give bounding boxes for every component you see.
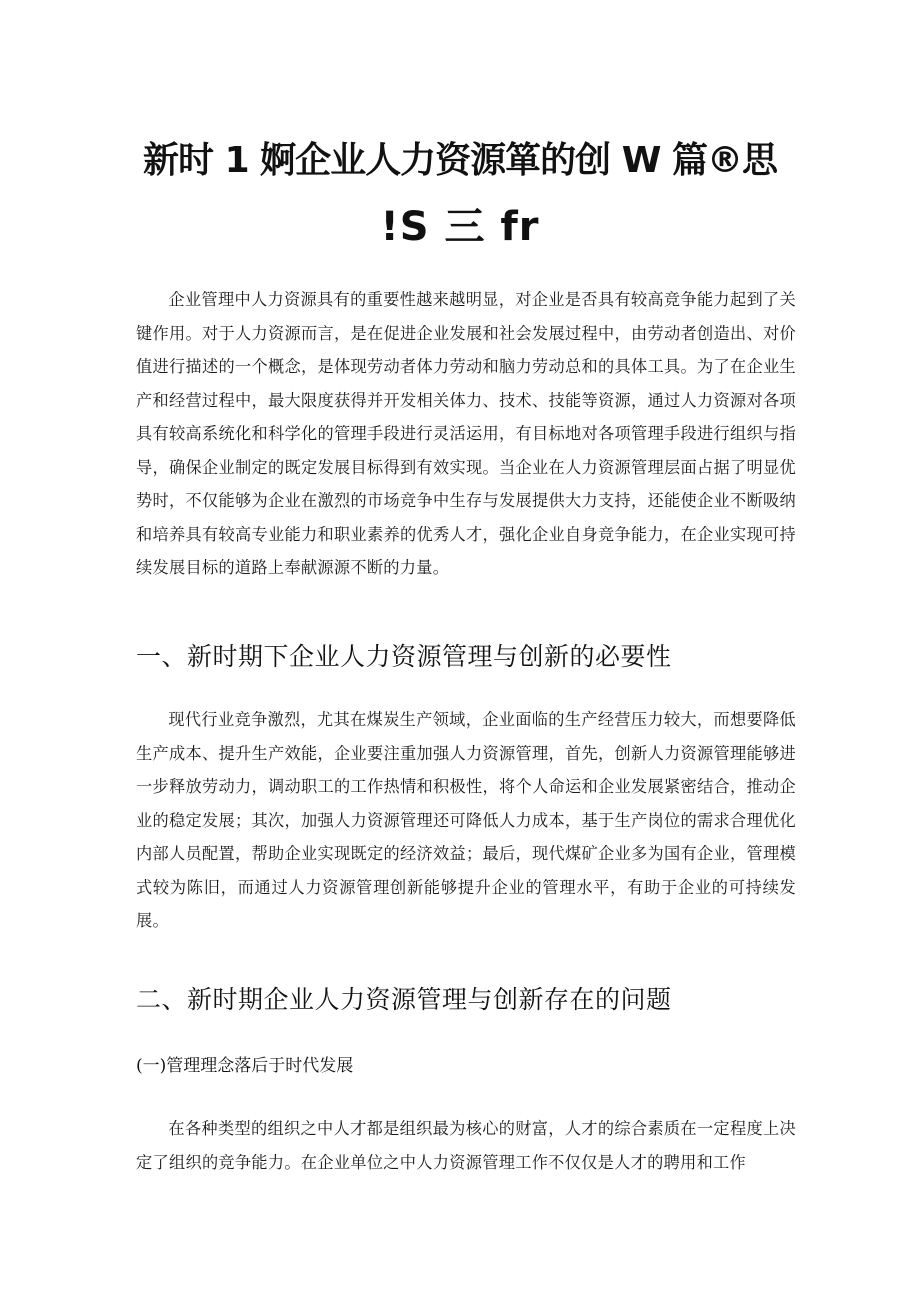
document-title-line-2: !S 三 fr [380,204,540,250]
subsection-1-paragraph [136,1112,796,1179]
intro-text: 企业管理中人力资源具有的重要性越来越明显，对企业是否具有较高竞争能力起到了关键作用。对于人力资源而言，是在促进企业发展和社会发展过程中，由劳动者创造出、对价值进行描述的一个概念，是体现劳动者体力劳动和脑力劳动总和的具体工具。为了在企业生产和经营过程中，最大限度获得并开发相关体力、技术、技能等资源，通过人力资源对各项具有较高系统化和科学化的管理手段进行灵活运用，有目标地对各项管理手段进行组织与指导，确保企业制定的既定发展目标得到有效实现。当企业在人力资源管理层面占据了明显优势时，不仅能够为企业在激烈的市场竞争中生存与发展提供大力支持，还能使企业不断吸纳和培养具有较高专业能力和职业素养的优秀人才，强化企业自身竞争能力，在企业实现可持续发展目标的道路上奉献源源不断的力量。 [136,290,796,577]
section-1-paragraph [136,703,796,938]
subsection-1-heading: (一)管理理念落后于时代发展 [136,1056,354,1076]
subsection-1-text: 在各种类型的组织之中人才都是组织最为核心的财富，人才的综合素质在一定程度上决定了组织的竞争能力。在企业单位之中人力资源管理工作不仅仅是人才的聘用和工作 [136,1119,796,1172]
section-2-heading: 二、新时期企业人力资源管理与创新存在的问题 [136,985,672,1014]
section-1-text: 现代行业竞争激烈，尤其在煤炭生产领域，企业面临的生产经营压力较大，而想要降低生产成本、提升生产效能，企业要注重加强人力资源管理，首先，创新人力资源管理能够进一步释放劳动力，调动职工的工作热情和积极性，将个人命运和企业发展紧密结合，推动企业的稳定发展；其次，加强人力资源管理还可降低人力成本，基于生产岗位的需求合理优化内部人员配置，帮助企业实现既定的经济效益；最后，现代煤矿企业多为国有企业，管理模式较为陈旧，而通过人力资源管理创新能够提升企业的管理水平，有助于企业的可持续发展。 [136,710,796,930]
intro-paragraph [136,283,796,585]
document-title-line-1: 新时 1 婀企业人力资源箪的创 W 篇®思 [143,140,777,181]
section-1-heading: 一、新时期下企业人力资源管理与创新的必要性 [136,642,672,671]
